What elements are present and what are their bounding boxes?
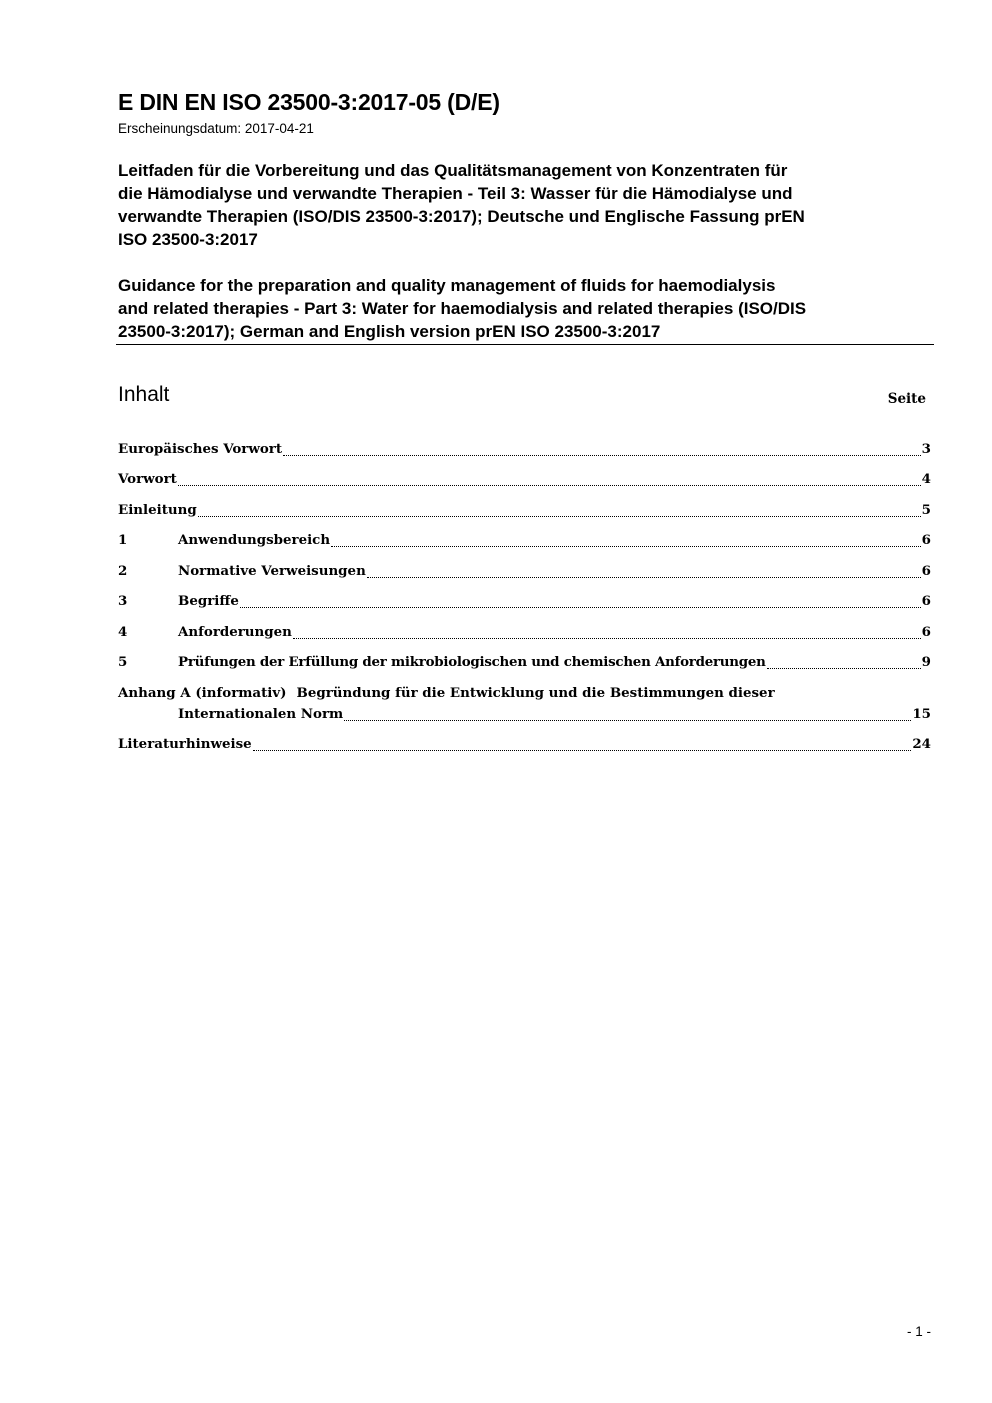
toc-entry-page: 6	[921, 593, 931, 609]
toc-entry-text: Vorwort	[118, 471, 177, 487]
toc-entry-page: 9	[921, 654, 931, 670]
toc-leader-dots	[293, 638, 921, 639]
toc-entry-page: 6	[921, 532, 931, 548]
toc-entry-european-foreword[interactable]	[118, 441, 931, 461]
toc-entry-text: Europäisches Vorwort	[118, 441, 283, 457]
toc-entry-page: 6	[921, 563, 931, 579]
publication-date: Erscheinungsdatum: 2017-04-21	[118, 121, 314, 136]
toc-entry-number: 1	[118, 532, 128, 548]
toc-leader-dots	[240, 607, 921, 608]
toc-leader-dots	[367, 577, 921, 578]
toc-entry-foreword[interactable]	[118, 471, 931, 491]
title-english-line: 23500-3:2017); German and English version prEN ISO 23500-3:2017	[118, 322, 661, 341]
toc-page-label: Seite	[887, 391, 926, 407]
title-german-line: verwandte Therapien (ISO/DIS 23500-3:2017); Deutsche und Englische Fassung prEN	[118, 207, 805, 226]
title-german-line: Leitfaden für die Vorbereitung und das Qualitätsmanagement von Konzentraten für	[118, 161, 788, 180]
toc-entry-text: Prüfungen der Erfüllung der mikrobiologischen und chemischen Anforderungen	[178, 654, 766, 670]
toc-entry-tests[interactable]	[118, 654, 931, 674]
toc-entry-page: 15	[912, 706, 931, 722]
toc-annex-text-line2: Internationalen Norm	[178, 706, 344, 722]
document-title: E DIN EN ISO 23500-3:2017-05 (D/E)	[118, 89, 500, 115]
toc-entry-page: 6	[921, 624, 931, 640]
toc-entry-terms[interactable]	[118, 593, 931, 613]
title-english-line: and related therapies - Part 3: Water for haemodialysis and related therapies (ISO/DIS	[118, 299, 807, 318]
toc-entry-requirements[interactable]	[118, 624, 931, 644]
toc-leader-dots	[767, 668, 921, 669]
toc-leader-dots	[178, 485, 921, 486]
title-german-line: die Hämodialyse und verwandte Therapien - Teil 3: Wasser für die Hämodialyse und	[118, 184, 793, 203]
toc-leader-dots	[198, 516, 921, 517]
toc-entry-scope[interactable]	[118, 532, 931, 552]
toc-entry-number: 3	[118, 593, 128, 609]
toc-leader-dots	[253, 750, 912, 751]
toc-entry-bibliography[interactable]	[118, 736, 931, 756]
toc-entry-text: Anwendungsbereich	[178, 532, 331, 548]
toc-entry-number: 5	[118, 654, 128, 670]
toc-entry-text: Einleitung	[118, 502, 197, 518]
toc-leader-dots	[331, 546, 921, 547]
toc-leader-dots	[344, 720, 911, 721]
title-english	[118, 274, 938, 343]
title-german-line: ISO 23500-3:2017	[118, 230, 258, 249]
toc-entry-annex-a[interactable]	[118, 685, 931, 726]
toc-entry-text: Begriffe	[178, 593, 239, 609]
toc-entry-text: Anforderungen	[178, 624, 292, 640]
toc-entry-page: 3	[921, 441, 931, 457]
toc-entry-page: 4	[921, 471, 931, 487]
toc-entry-normative-references[interactable]	[118, 563, 931, 583]
toc-heading: Inhalt	[118, 383, 170, 406]
title-english-line: Guidance for the preparation and quality management of fluids for haemodialysis	[118, 276, 776, 295]
toc-entry-text: Literaturhinweise	[118, 736, 252, 752]
toc-entry-number: 4	[118, 624, 128, 640]
toc-entry-text: Normative Verweisungen	[178, 563, 366, 579]
title-divider	[116, 344, 934, 345]
toc-annex-label: Anhang A (informativ)	[118, 685, 287, 701]
toc-annex-text-line1: Begründung für die Entwicklung und die Bestimmungen dieser	[296, 685, 775, 701]
toc-entry-page: 24	[912, 736, 931, 752]
toc-entry-page: 5	[921, 502, 931, 518]
title-german	[118, 159, 938, 251]
toc-leader-dots	[283, 455, 921, 456]
page-number: - 1 -	[906, 1324, 931, 1339]
toc-entry-number: 2	[118, 563, 128, 579]
toc-entry-introduction[interactable]	[118, 502, 931, 522]
